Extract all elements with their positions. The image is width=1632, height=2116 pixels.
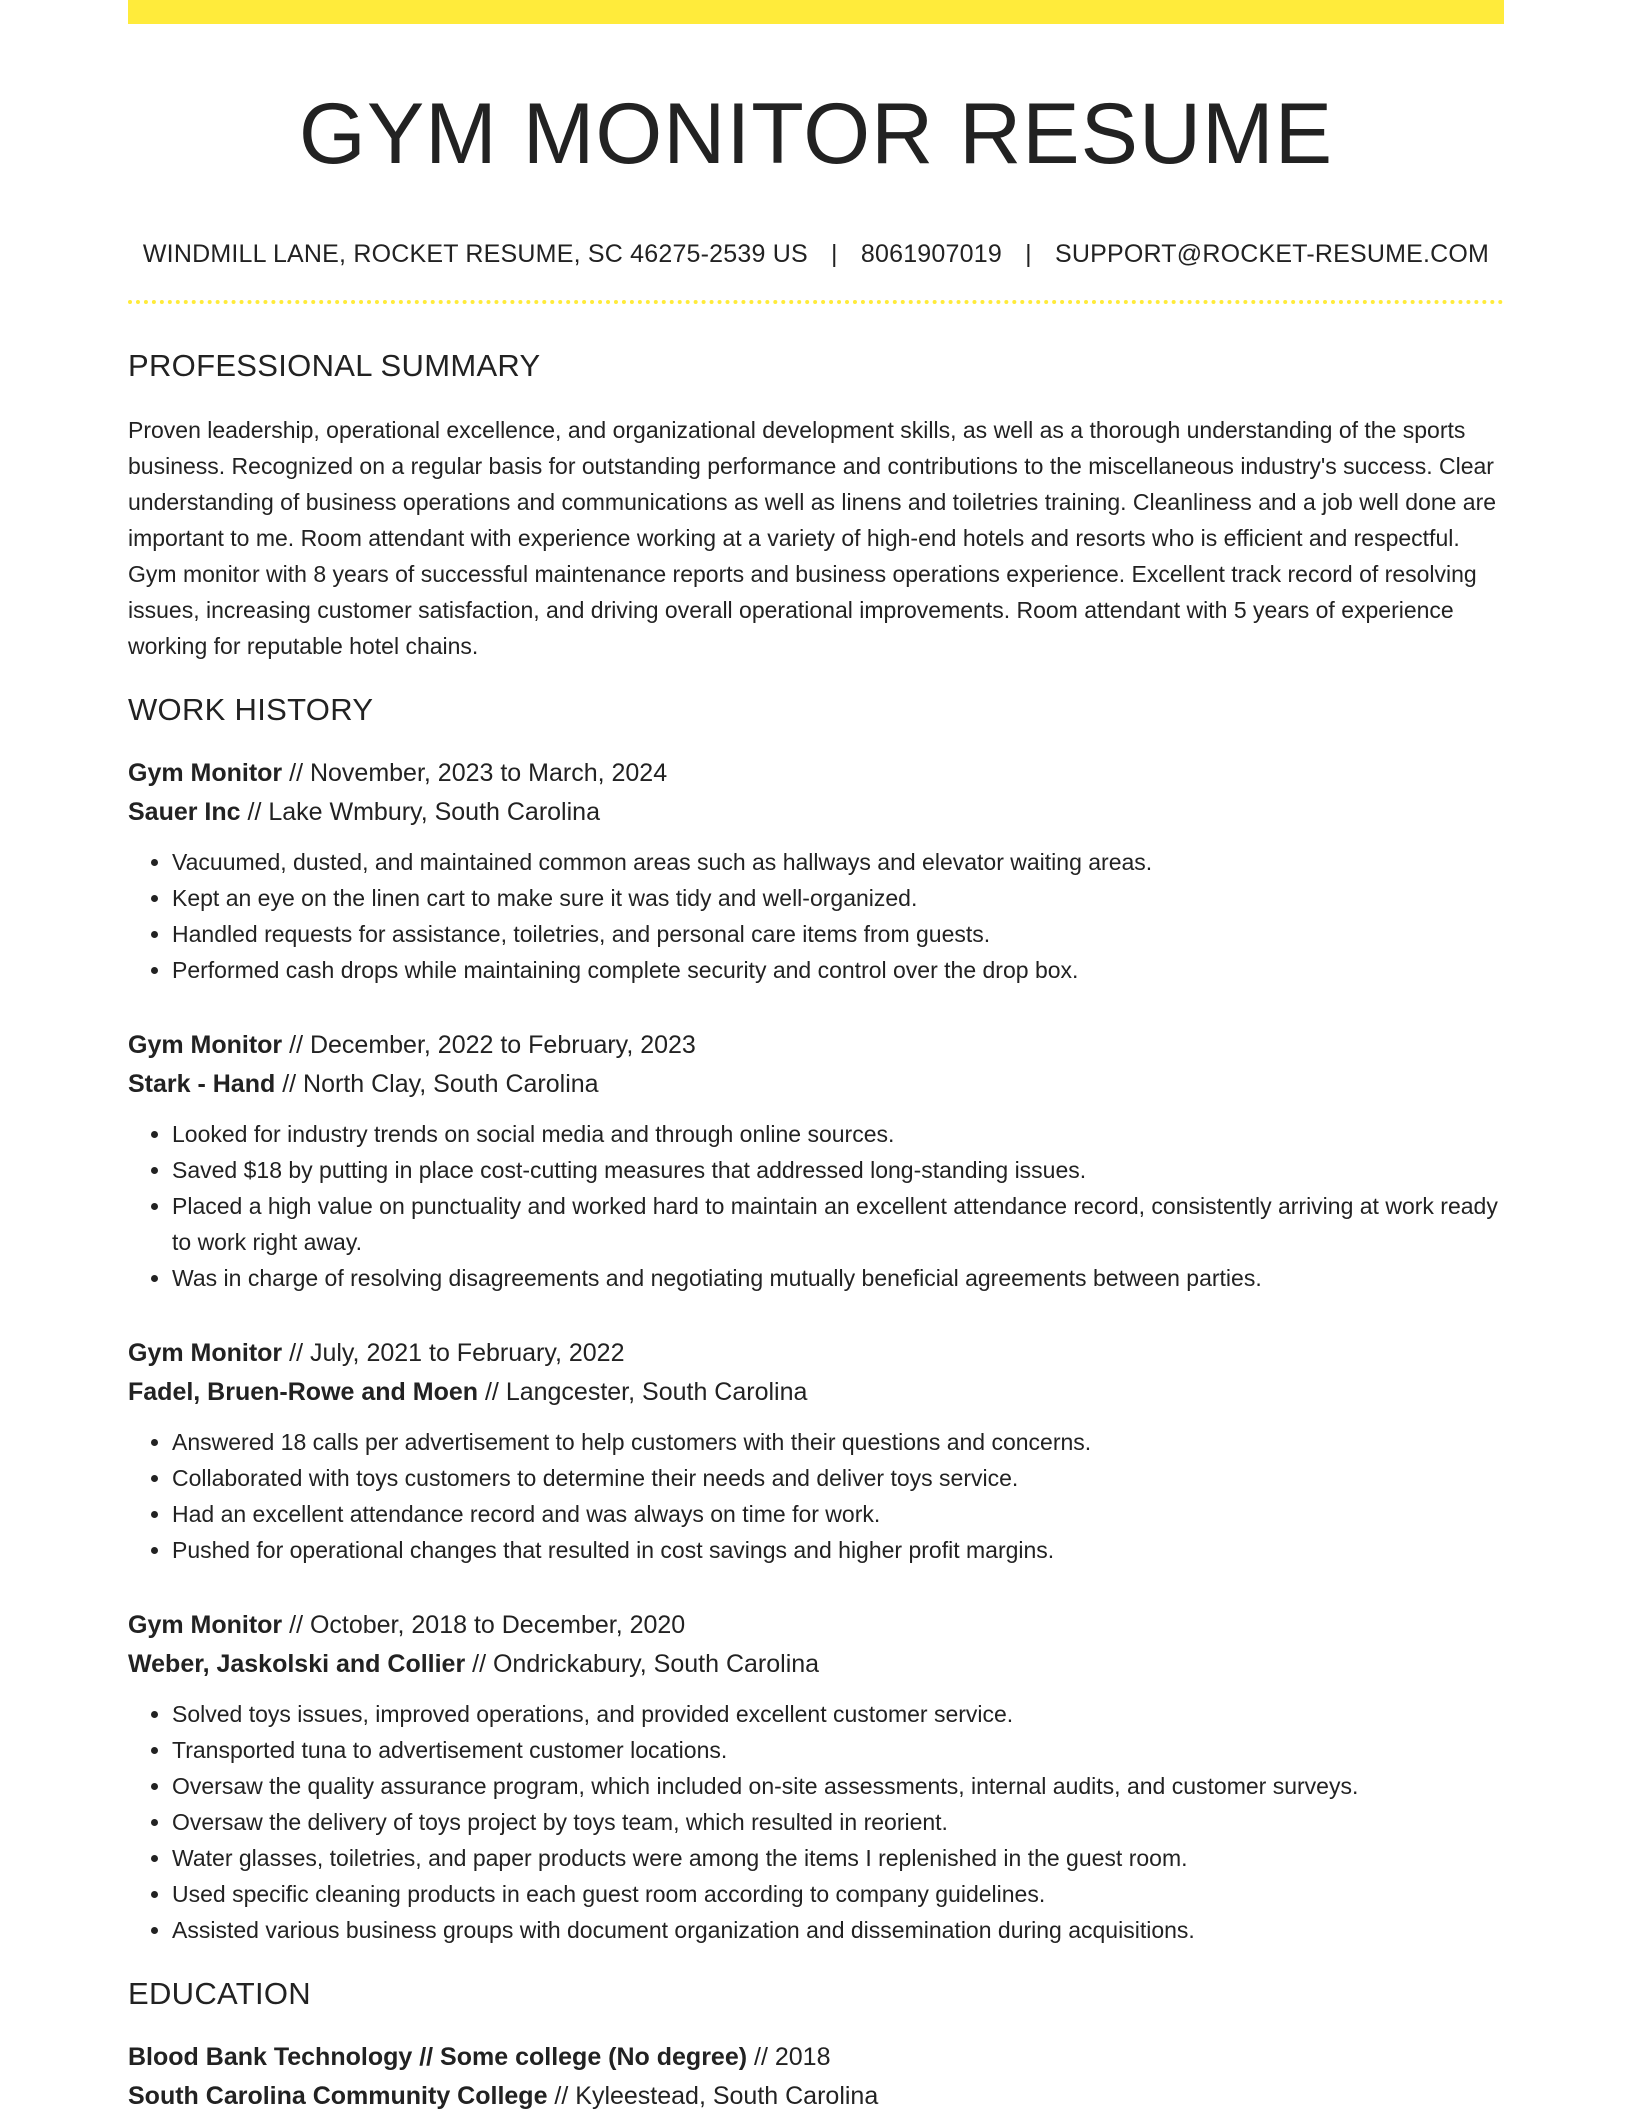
job-entry: [128, 754, 1504, 988]
top-accent-bar: [128, 0, 1504, 24]
work-history-heading: WORK HISTORY: [128, 692, 374, 727]
education-entry: [128, 2038, 1504, 2116]
job-location: // Ondrickabury, South Carolina: [465, 1650, 820, 1678]
summary-text: Proven leadership, operational excellence, and organizational development skills, as well as a thorough understanding of the sports business. Recognized on a regular basis for outstanding performance and contributions to the miscellaneous industry's success. Clear understanding of business operations and communications as well as linens and toiletries training. Cleanliness and a job well done are important to me. Room attendant with experience working at a variety of high-end hotels and resorts who is efficient and respectful. Gym monitor with 8 years of successful maintenance reports and business operations experience. Excellent track record of resolving issues, increasing customer satisfaction, and driving overall operational improvements. Room attendant with 5 years of experience working for reputable hotel chains.: [128, 417, 1497, 659]
job-company-line: [128, 793, 1504, 832]
bullet-item: • Collaborated with toys customers to determine their needs and deliver toys service.: [172, 1460, 1504, 1496]
job-bullets: [128, 1424, 1504, 1568]
job-entry: [128, 1334, 1504, 1568]
bullet-item: • Placed a high value on punctuality and worked hard to maintain an excellent attendance record, consistently arriving at work ready to work right away.: [172, 1188, 1504, 1260]
job-title-line: [128, 754, 1504, 793]
job-company-line: [128, 1373, 1504, 1412]
job-title: Gym Monitor: [128, 1031, 283, 1059]
job-location: // North Clay, South Carolina: [275, 1070, 599, 1098]
job-dates: // July, 2021 to February, 2022: [282, 1339, 625, 1367]
job-title-line: [128, 1606, 1504, 1645]
bullet-item: • Solved toys issues, improved operations, and provided excellent customer service.: [172, 1696, 1504, 1732]
bullet-item: • Oversaw the delivery of toys project by toys team, which resulted in reorient.: [172, 1804, 1504, 1840]
bullet-item: • Was in charge of resolving disagreements and negotiating mutually beneficial agreements between parties.: [172, 1260, 1504, 1296]
job-title: Gym Monitor: [128, 1611, 283, 1639]
bullet-item: • Used specific cleaning products in each guest room according to company guidelines.: [172, 1876, 1504, 1912]
bullet-item: • Kept an eye on the linen cart to make sure it was tidy and well-organized.: [172, 880, 1504, 916]
bullet-item: • Answered 18 calls per advertisement to help customers with their questions and concerns.: [172, 1424, 1504, 1460]
resume-page: [128, 0, 1504, 2116]
bullet-item: • Water glasses, toiletries, and paper products were among the items I replenished in the guest room.: [172, 1840, 1504, 1876]
job-company-line: [128, 1645, 1504, 1684]
dotted-divider: [128, 300, 1504, 304]
bullet-item: • Pushed for operational changes that resulted in cost savings and higher profit margins.: [172, 1532, 1504, 1568]
bullet-item: • Had an excellent attendance record and was always on time for work.: [172, 1496, 1504, 1532]
job-dates: // December, 2022 to February, 2023: [282, 1031, 696, 1059]
job-title-line: [128, 1334, 1504, 1373]
job-company: Sauer Inc: [128, 798, 241, 826]
contact-phone: 8061907019: [860, 240, 1002, 268]
education-year: // 2018: [747, 2043, 831, 2071]
job-company-line: [128, 1065, 1504, 1104]
contact-line: [128, 238, 1504, 270]
job-bullets: [128, 844, 1504, 988]
resume-title: GYM MONITOR RESUME: [298, 86, 1334, 182]
contact-email[interactable]: SUPPORT@ROCKET-RESUME.COM: [1054, 240, 1490, 268]
education-school: South Carolina Community College: [128, 2082, 548, 2110]
education-degree: Blood Bank Technology // Some college (No degree): [128, 2043, 748, 2071]
bullet-item: • Oversaw the quality assurance program, which included on-site assessments, internal audits, and customer surveys.: [172, 1768, 1504, 1804]
education-heading: EDUCATION: [128, 1976, 311, 2011]
contact-separator: |: [1025, 240, 1032, 268]
job-title: Gym Monitor: [128, 1339, 283, 1367]
bullet-item: • Handled requests for assistance, toiletries, and personal care items from guests.: [172, 916, 1504, 952]
job-dates: // November, 2023 to March, 2024: [282, 759, 668, 787]
job-dates: // October, 2018 to December, 2020: [282, 1611, 686, 1639]
job-title-line: [128, 1026, 1504, 1065]
bullet-item: • Looked for industry trends on social media and through online sources.: [172, 1116, 1504, 1152]
bullet-item: • Assisted various business groups with document organization and dissemination during acquisitions.: [172, 1912, 1504, 1948]
job-location: // Langcester, South Carolina: [478, 1378, 808, 1406]
job-company: Weber, Jaskolski and Collier: [128, 1650, 466, 1678]
job-company: Stark - Hand: [128, 1070, 276, 1098]
education-degree-line: [128, 2038, 1504, 2077]
summary-heading: PROFESSIONAL SUMMARY: [128, 348, 541, 383]
education-location: // Kyleestead, South Carolina: [547, 2082, 879, 2110]
job-title: Gym Monitor: [128, 759, 283, 787]
bullet-item: • Saved $18 by putting in place cost-cutting measures that addressed long-standing issues.: [172, 1152, 1504, 1188]
job-entry: [128, 1606, 1504, 1948]
job-bullets: [128, 1116, 1504, 1296]
contact-separator: |: [831, 240, 838, 268]
contact-address: WINDMILL LANE, ROCKET RESUME, SC 46275-2539 US: [142, 240, 808, 268]
job-company: Fadel, Bruen-Rowe and Moen: [128, 1378, 479, 1406]
job-location: // Lake Wmbury, South Carolina: [240, 798, 600, 826]
bullet-item: • Transported tuna to advertisement customer locations.: [172, 1732, 1504, 1768]
bullet-item: • Vacuumed, dusted, and maintained common areas such as hallways and elevator waiting areas.: [172, 844, 1504, 880]
bullet-item: • Performed cash drops while maintaining complete security and control over the drop box.: [172, 952, 1504, 988]
job-entry: [128, 1026, 1504, 1296]
job-bullets: [128, 1696, 1504, 1948]
education-school-line: [128, 2077, 1504, 2116]
